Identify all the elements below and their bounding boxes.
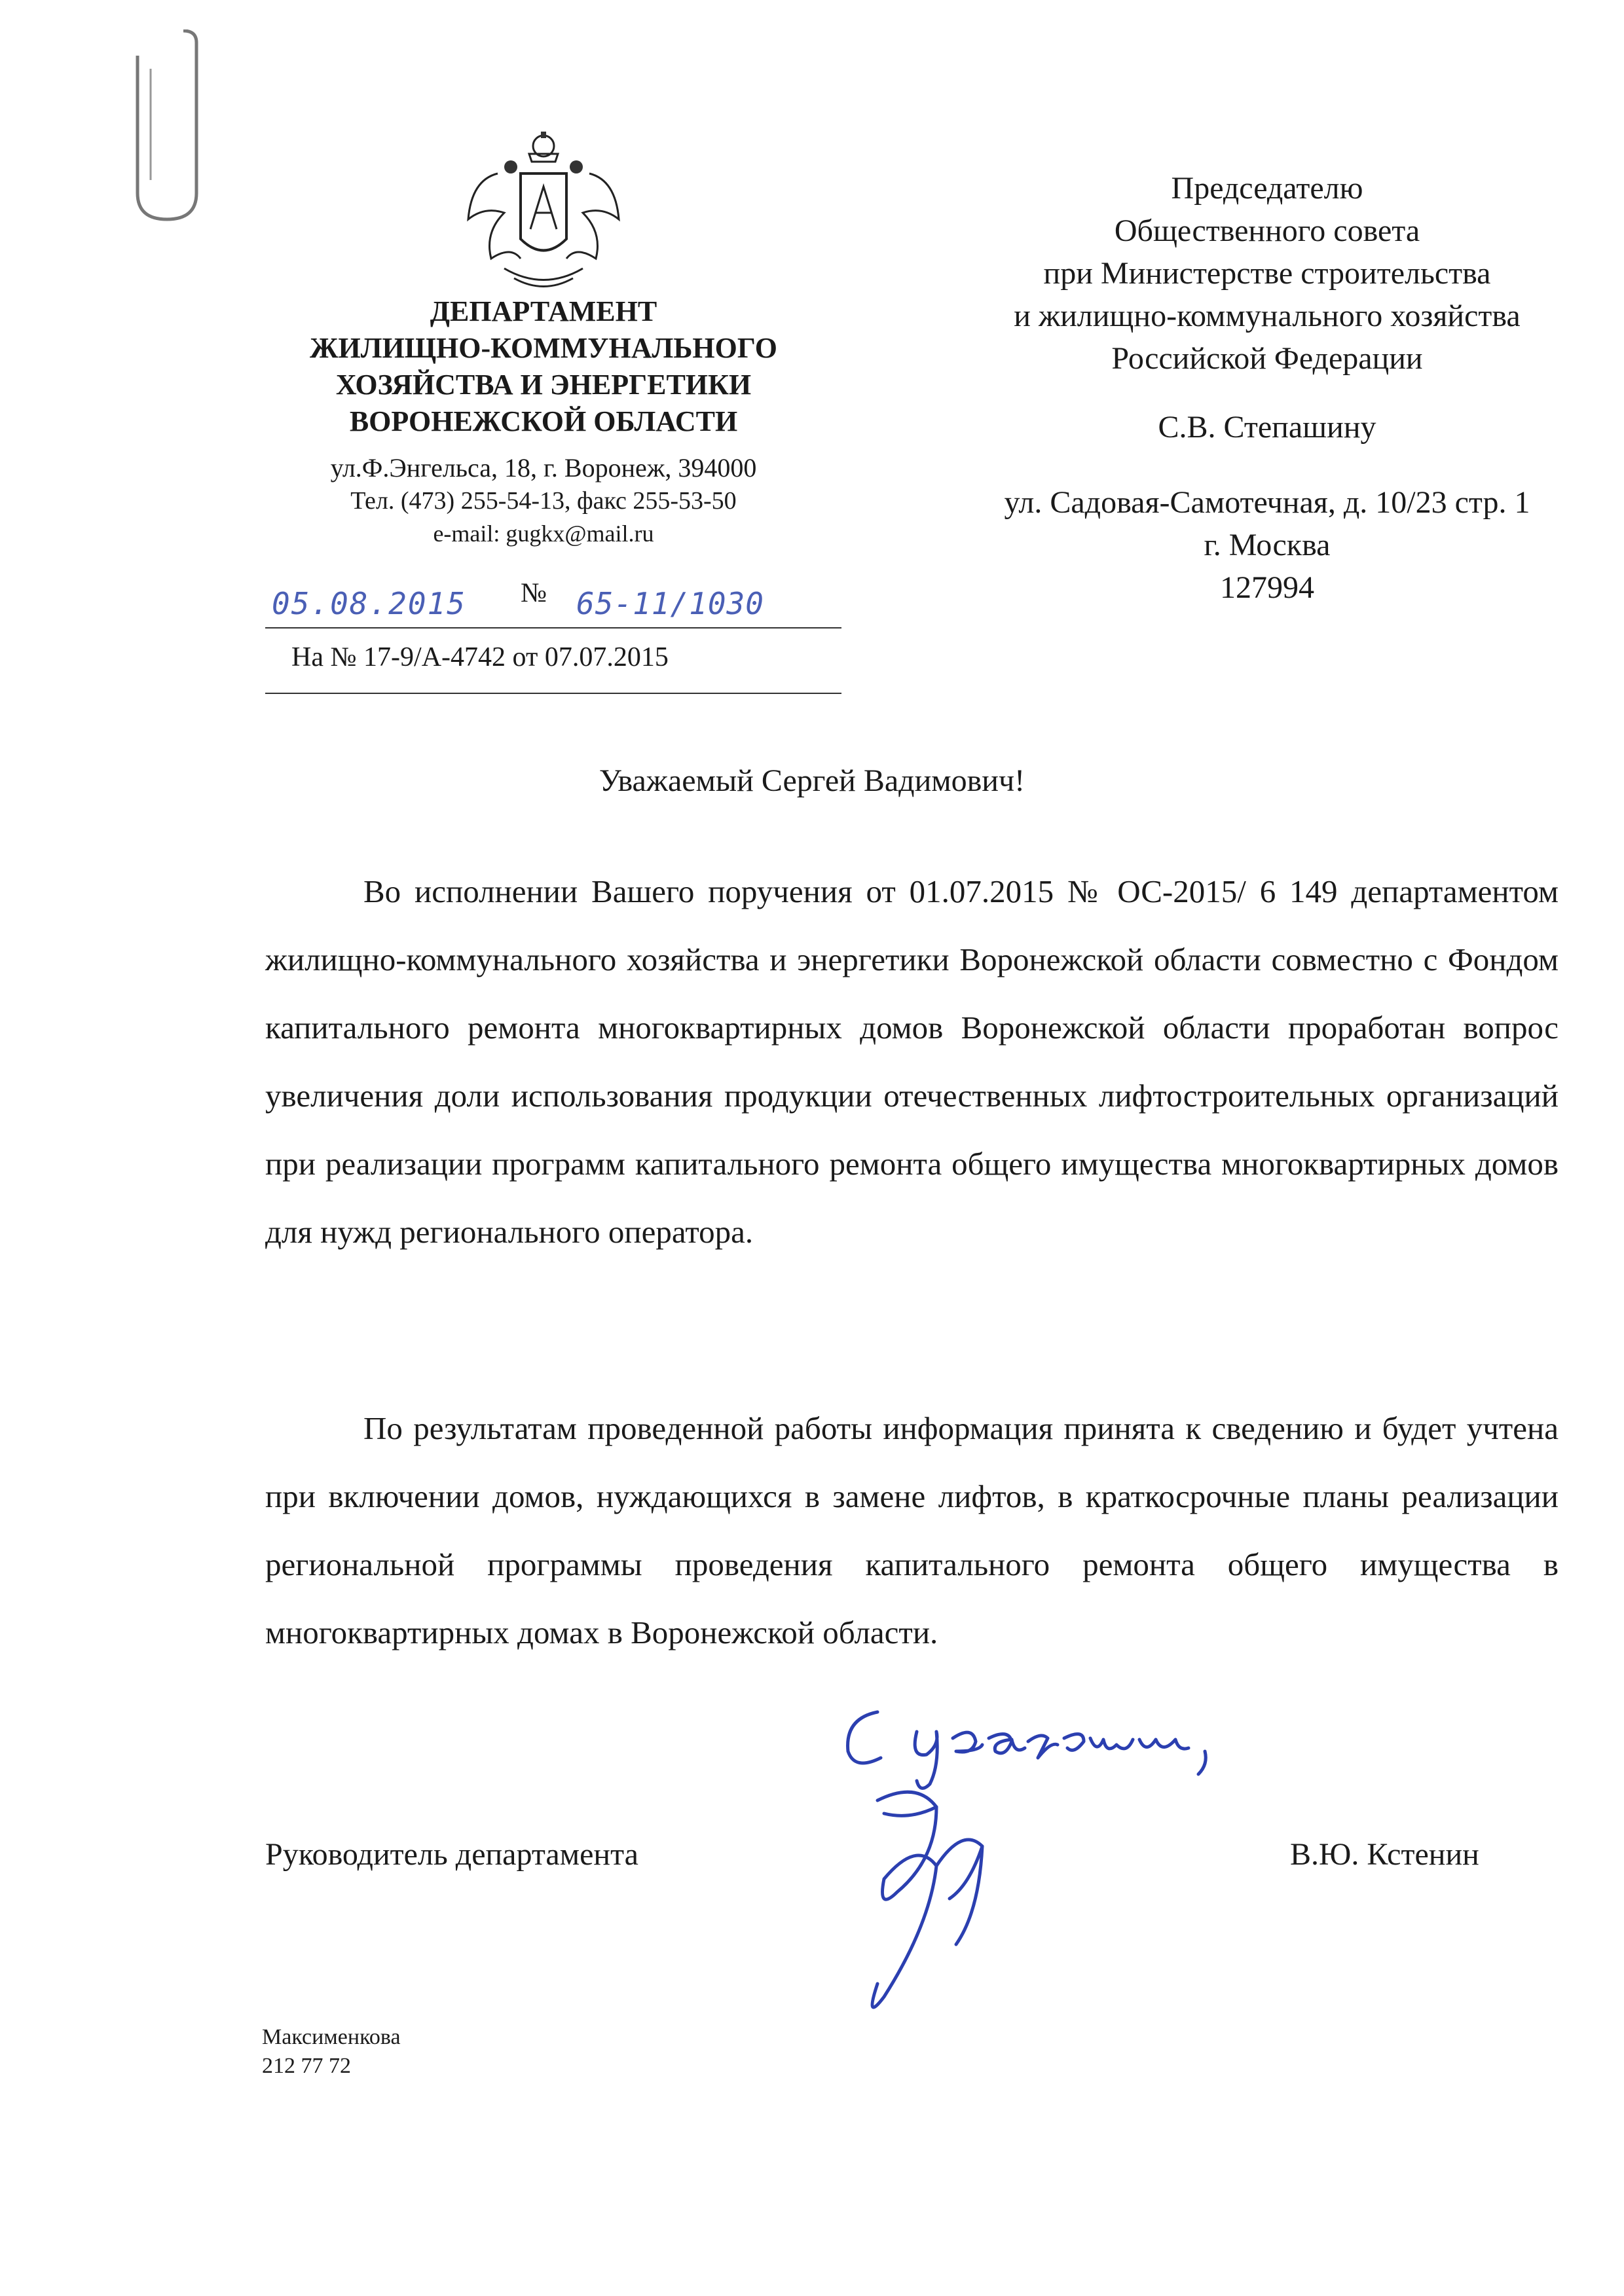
body-paragraph: Во исполнении Вашего поручения от 01.07.2015 № ОС-2015/ 6 149 департаментом жилищно-коммунального хозяйства и энергетики Воронежской области совместно с Фондом капитального ремонта многоквартирных домов Воронежской области проработан вопрос увеличения доли использования продукции отечественных лифтостроительных организаций при реализации программ капитального ремонта общего имущества многоквартирных домов для нужд регионального оператора. <box>265 873 1559 1250</box>
body-paragraph: По результатам проведенной работы информация принята к сведению и будет учтена при включении домов, нуждающихся в замене лифтов, в краткосрочные планы реализации региональной программы проведения капитального ремонта общего имущества в многоквартирных домах в Воронежской области. <box>265 1410 1559 1650</box>
voronezh-coat-of-arms-icon <box>458 128 629 298</box>
addressee-name: С.В. Степашину <box>1158 410 1376 445</box>
addressee-block <box>930 167 1604 609</box>
paperclip-icon <box>128 29 206 226</box>
addressee-address-line: 127994 <box>1220 570 1314 605</box>
addressee-line: Российской Федерации <box>1111 341 1423 376</box>
department-line: ХОЗЯЙСТВА И ЭНЕРГЕТИКИ <box>335 369 752 401</box>
handwritten-signature <box>838 1781 1035 2030</box>
department-name <box>249 293 838 440</box>
reference-underline <box>265 693 841 694</box>
executor-phone: 212 77 72 <box>262 2054 351 2078</box>
addressee-address-line: ул. Садовая-Самотечная, д. 10/23 стр. 1 <box>1004 485 1530 520</box>
registration-underline <box>265 627 841 629</box>
greeting: Уважаемый Сергей Вадимович! <box>599 763 1025 798</box>
department-line: ВОРОНЕЖСКОЙ ОБЛАСТИ <box>349 405 738 437</box>
addressee-line: и жилищно-коммунального хозяйства <box>1014 299 1521 333</box>
signer-title: Руководитель департамента <box>265 1837 638 1872</box>
executor-name: Максименкова <box>262 2025 401 2049</box>
department-address: ул.Ф.Энгельса, 18, г. Воронеж, 394000 <box>330 453 757 483</box>
department-contacts <box>249 452 838 550</box>
registration-number: 65-11/1030 <box>576 586 764 621</box>
registration-number-sign: № <box>521 578 547 608</box>
executor-block <box>262 2023 401 2081</box>
department-line: ЖИЛИЩНО-КОММУНАЛЬНОГО <box>310 332 777 364</box>
addressee-address-line: г. Москва <box>1204 528 1331 562</box>
addressee-line: Общественного совета <box>1114 213 1420 248</box>
addressee-line: Председателю <box>1171 171 1363 206</box>
department-email: e-mail: gugkx@mail.ru <box>433 520 654 547</box>
department-phone: Тел. (473) 255-54-13, факс 255-53-50 <box>350 487 737 515</box>
department-line: ДЕПАРТАМЕНТ <box>430 295 657 327</box>
signer-name: В.Ю. Кстенин <box>1290 1837 1479 1872</box>
reference-number: На № 17-9/А-4742 от 07.07.2015 <box>291 642 669 672</box>
addressee-line: при Министерстве строительства <box>1043 256 1491 291</box>
registration-date: 05.08.2015 <box>272 586 466 621</box>
